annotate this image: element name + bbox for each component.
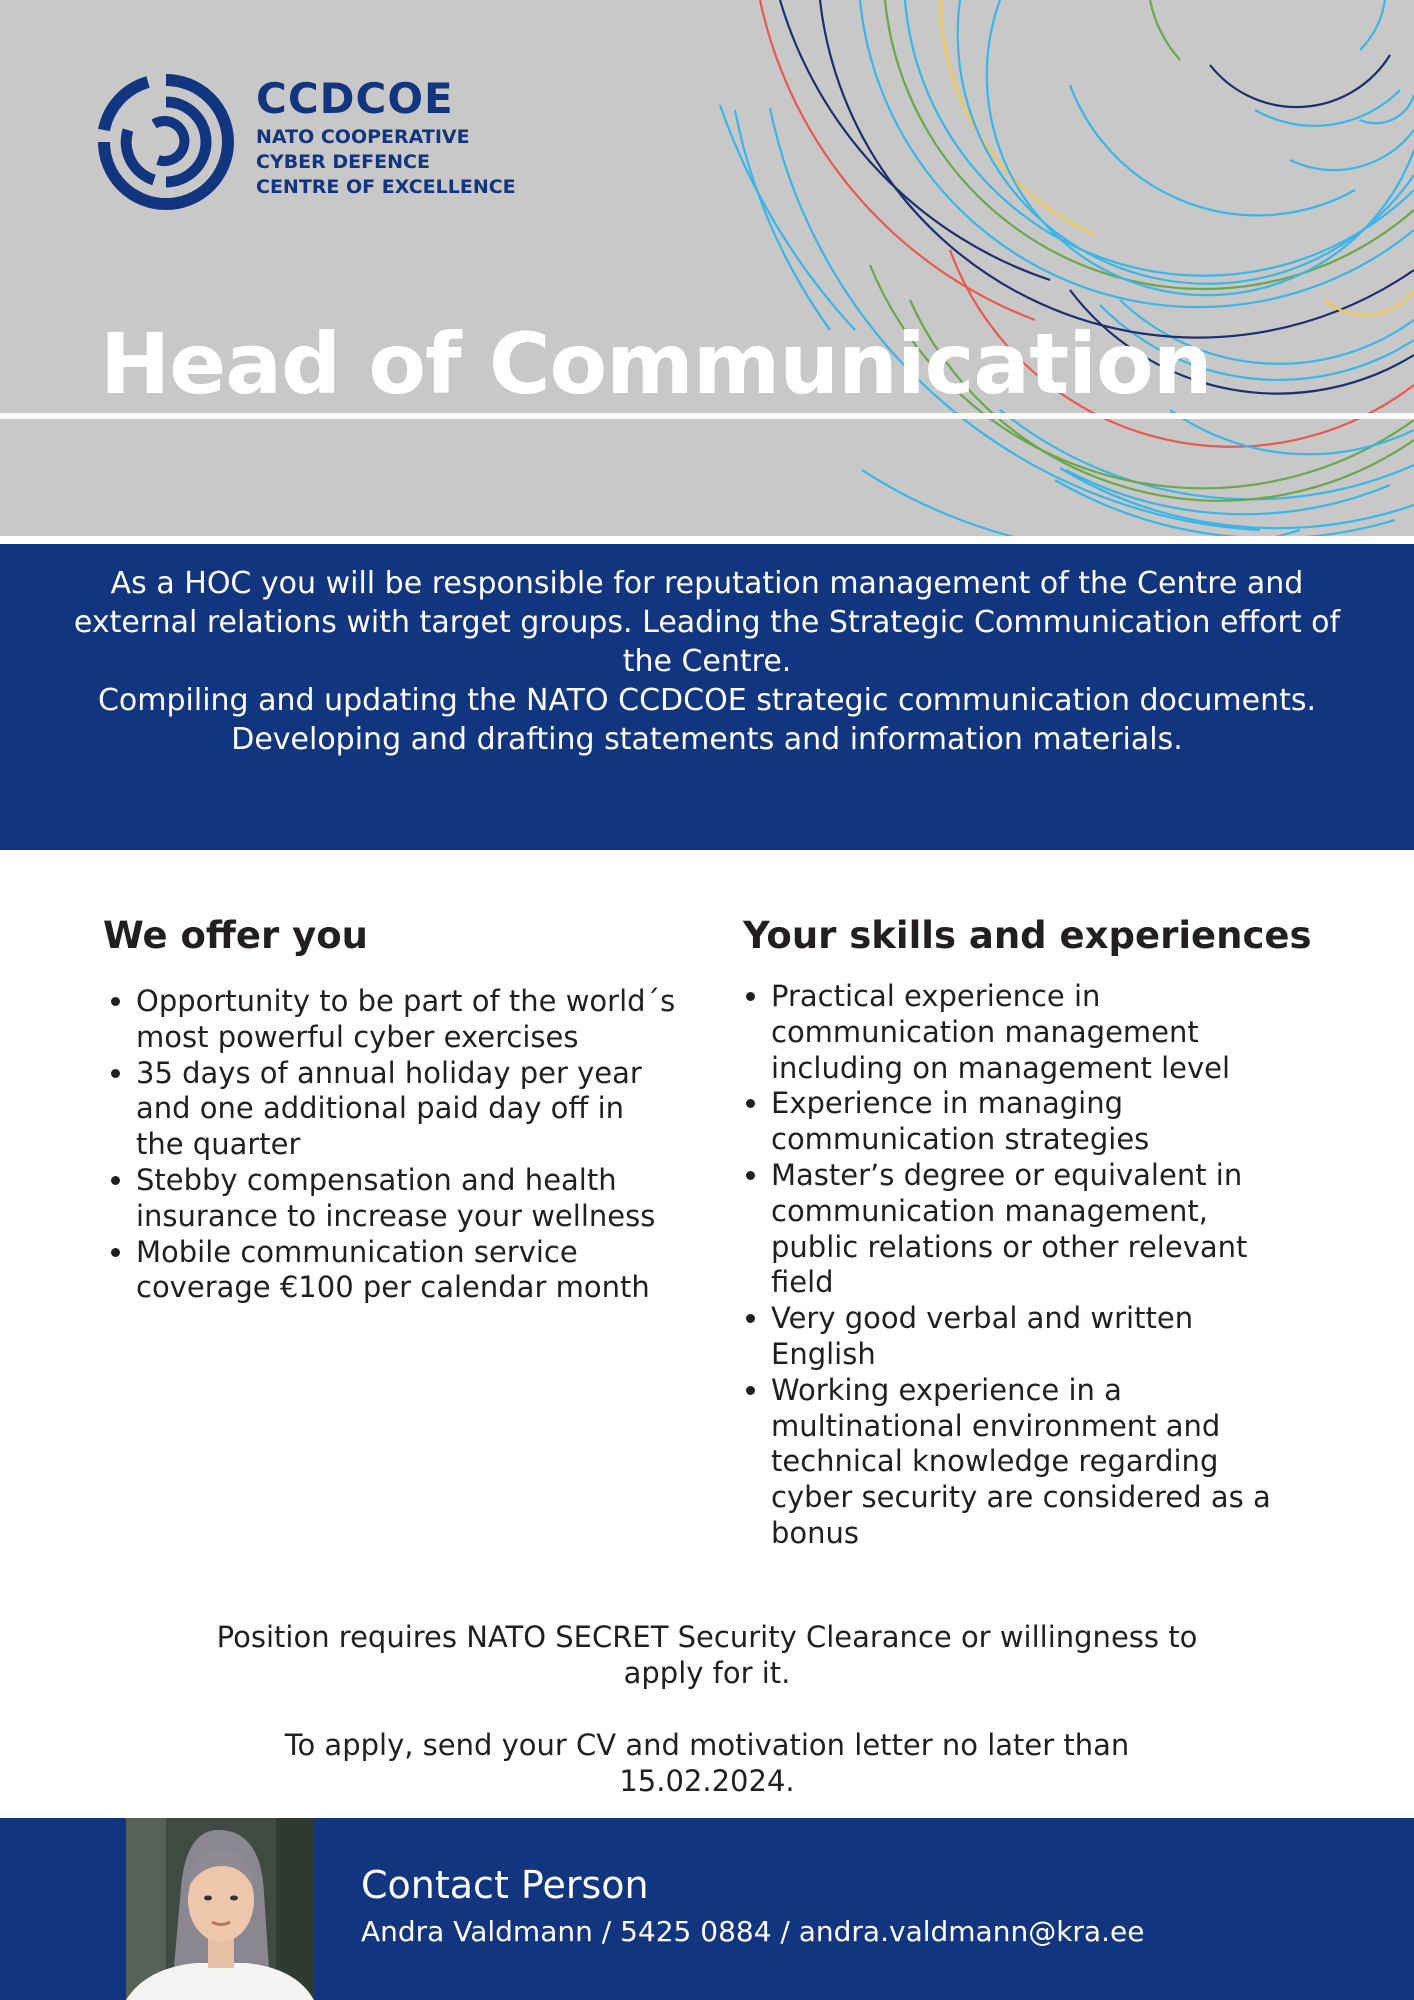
list-item: • 35 days of annual holiday per year and one additional paid day off in the quarter — [136, 1056, 676, 1163]
list-item: • Working experience in a multinational environment and technical knowledge regarding cyber security are considered as a bonus — [771, 1373, 1281, 1552]
header-divider — [0, 536, 1414, 540]
arc — [940, 0, 1095, 235]
intro-paragraph-2: Compiling and updating the NATO CCDCOE strategic communication documents. Developing and drafting statements and information materials. — [97, 683, 1317, 757]
page-title: Head of Communication — [100, 315, 1212, 413]
ccdcoe-logo — [96, 72, 536, 212]
arc — [760, 0, 1035, 320]
arc — [958, 0, 1414, 284]
logo-line-1: NATO COOPERATIVE — [256, 126, 470, 148]
arc — [1210, 55, 1390, 107]
logo-acronym: CCDCOE — [256, 74, 454, 123]
contact-footer — [0, 1818, 1414, 2000]
list-item: • Opportunity to be part of the world´s most powerful cyber exercises — [136, 984, 676, 1056]
list-item: • Experience in managing communication strategies — [771, 1086, 1281, 1158]
intro-section — [0, 544, 1414, 850]
arc — [820, 0, 1414, 338]
list-item: • Stebby compensation and health insurance to increase your wellness — [136, 1163, 676, 1235]
arc — [1150, 0, 1180, 60]
logo-line-3: CENTRE OF EXCELLENCE — [256, 176, 516, 198]
arc — [1290, 130, 1414, 170]
list-item: • Practical experience in communication management including on management level — [771, 979, 1281, 1086]
title-divider — [0, 413, 1414, 419]
list-item: • Mobile communication service coverage €100 per calendar month — [136, 1235, 676, 1307]
arc — [1070, 85, 1355, 215]
arc — [735, 110, 830, 330]
offer-heading: We offer you — [103, 914, 368, 957]
arc — [1000, 410, 1414, 499]
offer-list — [104, 984, 676, 1306]
logo-line-2: CYBER DEFENCE — [256, 151, 430, 173]
intro-paragraph-1: As a HOC you will be responsible for reputation management of the Centre and external relations with target groups. Leading the Strategic Communication effort of the Centre. — [73, 566, 1341, 679]
contact-photo — [126, 1818, 314, 2000]
arc — [780, 0, 1050, 280]
clearance-note: Position requires NATO SECRET Security Clearance or willingness to apply for it. — [216, 1620, 1198, 1690]
skills-heading: Your skills and experiences — [743, 914, 1312, 957]
skills-list — [739, 979, 1281, 1552]
contact-details: Andra Valdmann / 5425 0884 / andra.valdmann@kra.ee — [361, 1915, 1145, 1948]
arc — [1360, 95, 1414, 123]
contact-title: Contact Person — [361, 1863, 649, 1907]
arc — [1360, 0, 1385, 50]
header-banner — [0, 0, 1414, 540]
apply-note: To apply, send your CV and motivation letter no later than 15.02.2024. — [284, 1728, 1130, 1798]
list-item: • Master’s degree or equivalent in communication management, public relations or other relevant field — [771, 1158, 1281, 1301]
ccdcoe-emblem-icon — [96, 72, 236, 212]
list-item: • Very good verbal and written English — [771, 1301, 1281, 1373]
arc — [1255, 90, 1400, 126]
